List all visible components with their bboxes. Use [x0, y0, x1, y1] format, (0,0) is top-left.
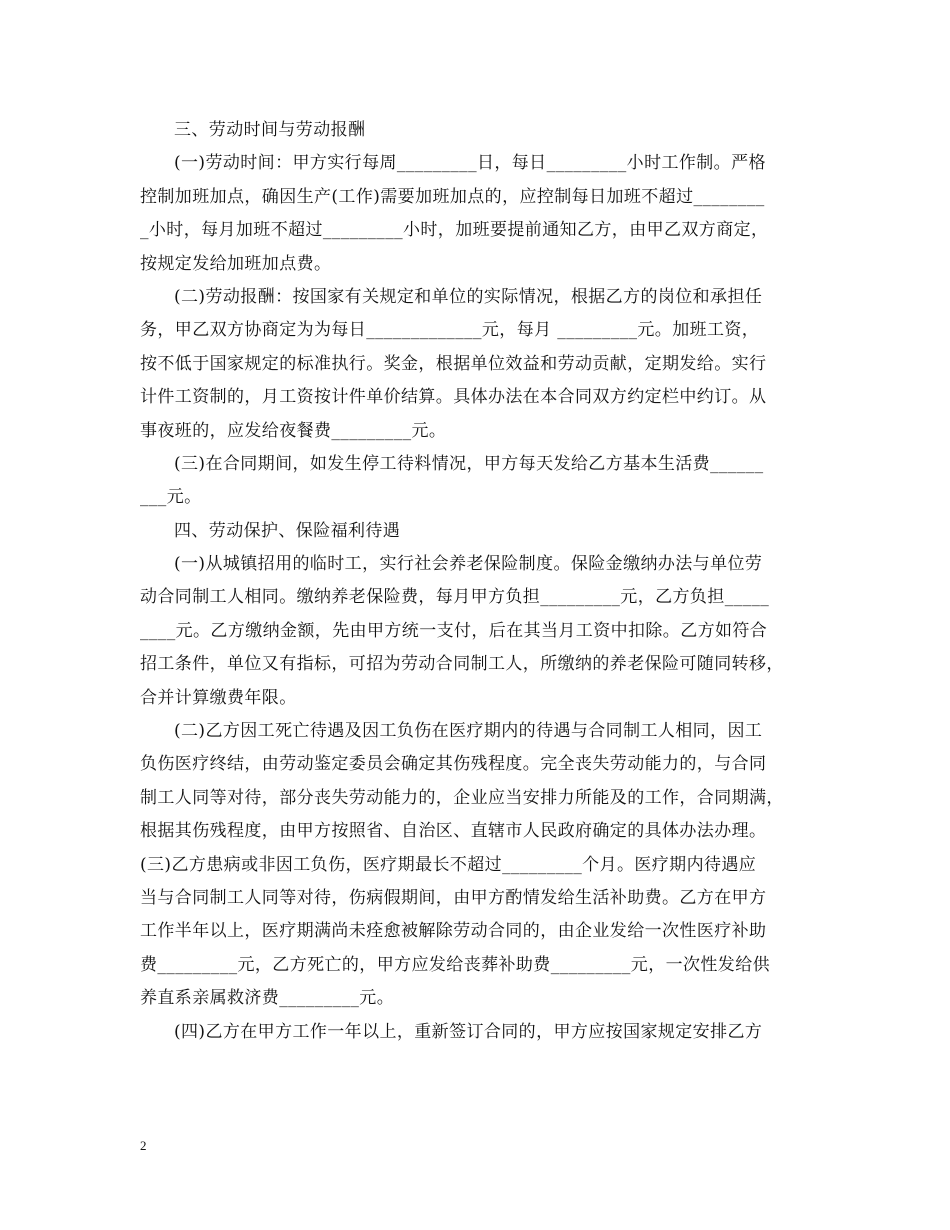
paragraph-work-stoppage	[140, 448, 820, 515]
text-line: (一)从城镇招用的临时工，实行社会养老保险制度。保险金缴纳办法与单位劳	[174, 554, 763, 575]
text-line: 当与合同制工人同等对待，伤病假期间，由甲方酌情发给生活补助费。乙方在甲方	[140, 887, 767, 908]
text-line: 养直系亲属救济费_________元。	[140, 988, 395, 1009]
text-line: 负伤医疗终结，由劳动鉴定委员会确定其伤残程度。完全丧失劳动能力的，与合同	[140, 754, 767, 775]
paragraph-working-hours	[140, 147, 820, 281]
text-line: 动合同制工人相同。缴纳养老保险费，每月甲方负担_________元，乙方负担_____	[140, 587, 770, 608]
text-line: (二)劳动报酬：按国家有关规定和单位的实际情况，根据乙方的岗位和承担任	[174, 286, 763, 307]
text-line: 根据其伤残程度，由甲方按照省、自治区、直辖市人民政府确定的具体办法办理。	[140, 821, 767, 842]
text-line: 工作半年以上，医疗期满尚未痊愈被解除劳动合同的，由企业发给一次性医疗补助	[140, 921, 767, 942]
section-heading-text: 三、劳动时间与劳动报酬	[174, 120, 366, 140]
paragraph-pension-insurance	[140, 548, 820, 715]
text-line: 合并计算缴费年限。	[140, 687, 297, 708]
text-line: (三)在合同期间，如发生停工待料情况，甲方每天发给乙方基本生活费______	[174, 453, 764, 474]
text-line: 按不低于国家规定的标准执行。奖金，根据单位效益和劳动贡献，定期发给。实行	[140, 353, 767, 374]
paragraph-illness-medical-period	[140, 849, 820, 1016]
section-heading-labor-time-pay	[140, 114, 820, 147]
text-line: (四)乙方在甲方工作一年以上，重新签订合同的，甲方应按国家规定安排乙方	[174, 1021, 763, 1042]
text-line: (三)乙方患病或非因工负伤，医疗期最长不超过_________个月。医疗期内待遇应	[140, 854, 757, 875]
text-line: (二)乙方因工死亡待遇及因工负伤在医疗期内的待遇与合同制工人相同，因工	[174, 721, 763, 742]
page-number: 2	[140, 1138, 147, 1153]
paragraph-contract-renewal	[140, 1016, 820, 1049]
text-line: ___元。	[140, 487, 202, 508]
text-line: 按规定发给加班加点费。	[140, 253, 332, 274]
text-line: 招工条件，单位又有指标，可招为劳动合同制工人，所缴纳的养老保险可随同转移，	[140, 654, 784, 675]
text-line: 务，甲乙双方协商定为为每日_____________元，每月 _________元。加班工资，	[140, 320, 760, 341]
section-heading-text: 四、劳动保护、保险福利待遇	[174, 520, 401, 541]
text-line: 费_________元，乙方死亡的，甲方应发给丧葬补助费_________元，一次性发给供	[140, 954, 770, 975]
text-line: 控制加班加点，确因生产(工作)需要加班加点的，应控制每日加班不超过________	[140, 186, 765, 207]
document-body	[140, 114, 820, 1049]
section-heading-protection-insurance	[140, 515, 820, 548]
text-line: 事夜班的，应发给夜餐费_________元。	[140, 420, 447, 441]
paragraph-labor-pay	[140, 281, 820, 448]
text-line: (一)劳动时间：甲方实行每周_________日，每日_________小时工作制。严格	[174, 153, 766, 174]
text-line: 计件工资制的，月工资按计件单价结算。具体办法在本合同双方约定栏中约订。从	[140, 387, 767, 408]
text-line: ____元。乙方缴纳金额，先由甲方统一支付，后在其当月工资中扣除。乙方如符合	[140, 620, 768, 641]
text-line: 制工人同等对待，部分丧失劳动能力的，企业应当安排力所能及的工作，合同期满，	[140, 787, 784, 808]
paragraph-work-injury	[140, 715, 820, 849]
text-line: _小时，每月加班不超过_________小时，加班要提前通知乙方，由甲乙双方商定，	[140, 220, 769, 241]
